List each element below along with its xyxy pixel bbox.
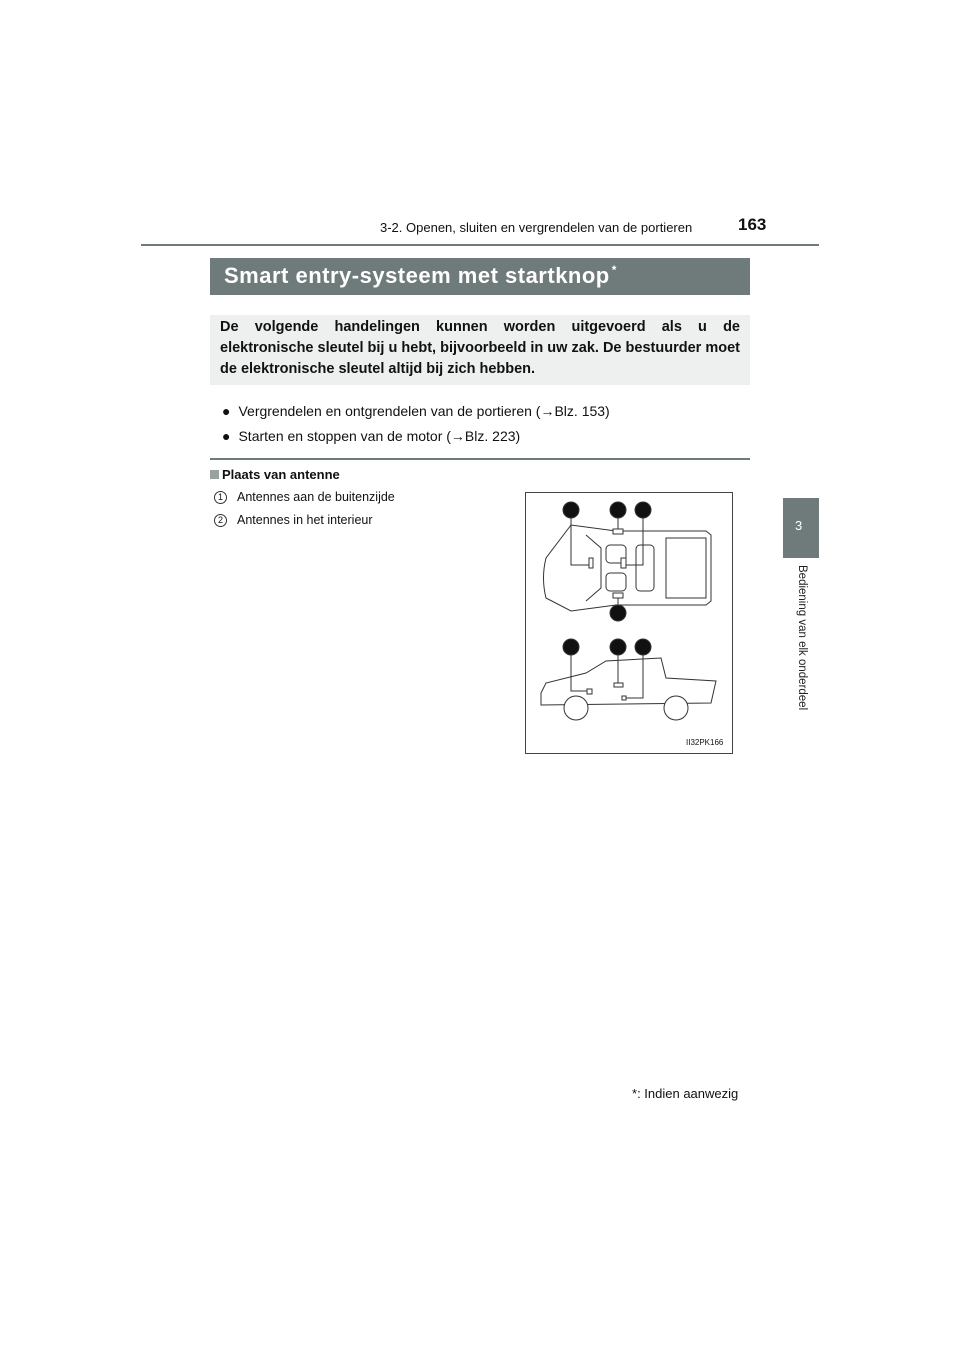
footnote xyxy=(632,1086,738,1101)
top-view-truck xyxy=(544,517,712,611)
side-view-truck xyxy=(541,655,716,720)
callout-label: 1 xyxy=(614,502,622,517)
legend-item xyxy=(214,513,373,527)
square-icon xyxy=(210,470,219,479)
footnote-marker: * xyxy=(632,1086,638,1101)
legend-label: Antennes in het interieur xyxy=(237,513,373,527)
chapter-label: Bediening van elk onderdeel xyxy=(796,565,808,711)
title-text: Smart entry-systeem met startknop xyxy=(224,263,610,288)
callout-label: 2 xyxy=(567,639,575,654)
section-header: 3-2. Openen, sluiten en vergrendelen van de portieren xyxy=(380,220,693,235)
chapter-number: 3 xyxy=(795,518,803,533)
callout-label: 2 xyxy=(567,502,575,517)
figure-code: II32PK166 xyxy=(686,738,724,747)
title-marker: * xyxy=(611,263,617,277)
antenna-location-figure xyxy=(525,492,733,754)
callout-number: 2 xyxy=(214,514,227,527)
section-divider xyxy=(210,458,750,460)
callout-label: 2 xyxy=(639,639,647,654)
bullet-text: Vergrendelen en ontgrendelen van de portieren (→Blz. 153) xyxy=(238,403,610,419)
vehicle-diagram xyxy=(526,493,732,753)
subsection-title: Plaats van antenne xyxy=(222,467,340,482)
callout-label: 1 xyxy=(614,639,622,654)
header-divider xyxy=(141,244,819,246)
legend-item xyxy=(214,490,395,504)
title-bar xyxy=(210,258,750,295)
callout-label: 1 xyxy=(614,605,622,620)
intro-text: De volgende handelingen kunnen worden uitgevoerd als u de elektronische sleutel bij u hebt, bijvoorbeeld in uw zak. De bestuurder moet de elektronische sleutel altijd bij zich hebben. xyxy=(220,319,740,377)
chapter-tab xyxy=(783,498,819,558)
bullet-icon: ● xyxy=(222,428,231,444)
callout-label: 2 xyxy=(639,502,647,517)
footnote-text: : Indien aanwezig xyxy=(637,1086,739,1101)
bullet-text: Starten en stoppen van de motor (→Blz. 223) xyxy=(238,428,521,444)
page-number: 163 xyxy=(738,215,767,234)
intro-box xyxy=(210,315,750,385)
page-title xyxy=(224,263,617,289)
subsection-heading xyxy=(210,467,340,482)
bullet-item xyxy=(222,428,520,444)
bullet-item xyxy=(222,403,610,419)
bullet-icon: ● xyxy=(222,403,231,419)
legend-label: Antennes aan de buitenzijde xyxy=(237,490,395,504)
callout-number: 1 xyxy=(214,491,227,504)
